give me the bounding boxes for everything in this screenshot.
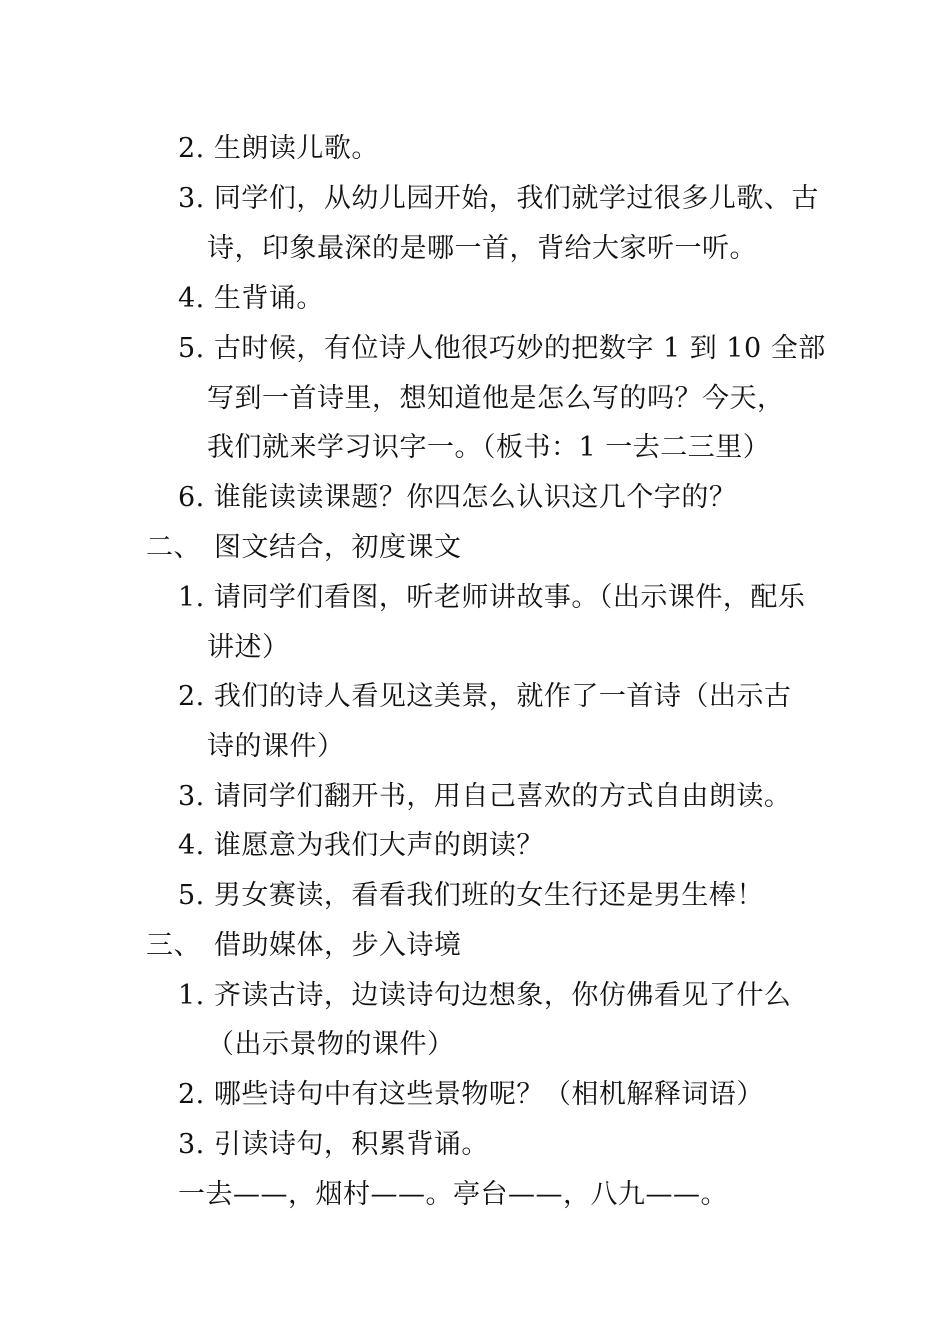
section-heading: 三、 借助媒体，步入诗境 (146, 930, 462, 961)
recite-line: 一去——，烟村——。亭台——，八九——。 (178, 1179, 728, 1210)
list-item: 5. 古时候，有位诗人他很巧妙的把数字 1 到 10 全部 (178, 333, 826, 364)
list-item: 4. 谁愿意为我们大声的朗读？ (178, 830, 544, 861)
list-item: 1. 请同学们看图，听老师讲故事。（出示课件，配乐 (178, 582, 806, 613)
list-item: 6. 谁能读读课题？你四怎么认识这几个字的？ (178, 482, 737, 513)
list-item: 3. 请同学们翻开书，用自己喜欢的方式自由朗读。 (178, 781, 792, 812)
list-item: 2. 我们的诗人看见这美景，就作了一首诗（出示古 (178, 681, 792, 712)
list-item: 2. 哪些诗句中有这些景物呢？（相机解释词语） (178, 1079, 764, 1110)
list-item: 5. 男女赛读，看看我们班的女生行还是男生棒！ (178, 880, 764, 911)
list-item: 3. 同学们，从幼儿园开始，我们就学过很多儿歌、古 (178, 183, 819, 214)
list-item-continuation: 我们就来学习识字一。（板书：1 一去二三里） (207, 432, 771, 463)
list-item-continuation: 写到一首诗里，想知道他是怎么写的吗？今天， (207, 383, 785, 414)
list-item: 4. 生背诵。 (178, 283, 324, 314)
list-item-continuation: 诗，印象最深的是哪一首，背给大家听一听。 (207, 233, 757, 264)
list-item-continuation: （出示景物的课件） (207, 1029, 455, 1060)
list-item: 1. 齐读古诗，边读诗句边想象，你仿佛看见了什么 (178, 980, 792, 1011)
list-item-continuation: 诗的课件） (207, 731, 345, 762)
list-item: 2. 生朗读儿歌。 (178, 133, 379, 164)
list-item-continuation: 讲述） (207, 632, 290, 663)
list-item: 3. 引读诗句，积累背诵。 (178, 1129, 489, 1160)
section-heading: 二、 图文结合，初度课文 (146, 532, 462, 563)
